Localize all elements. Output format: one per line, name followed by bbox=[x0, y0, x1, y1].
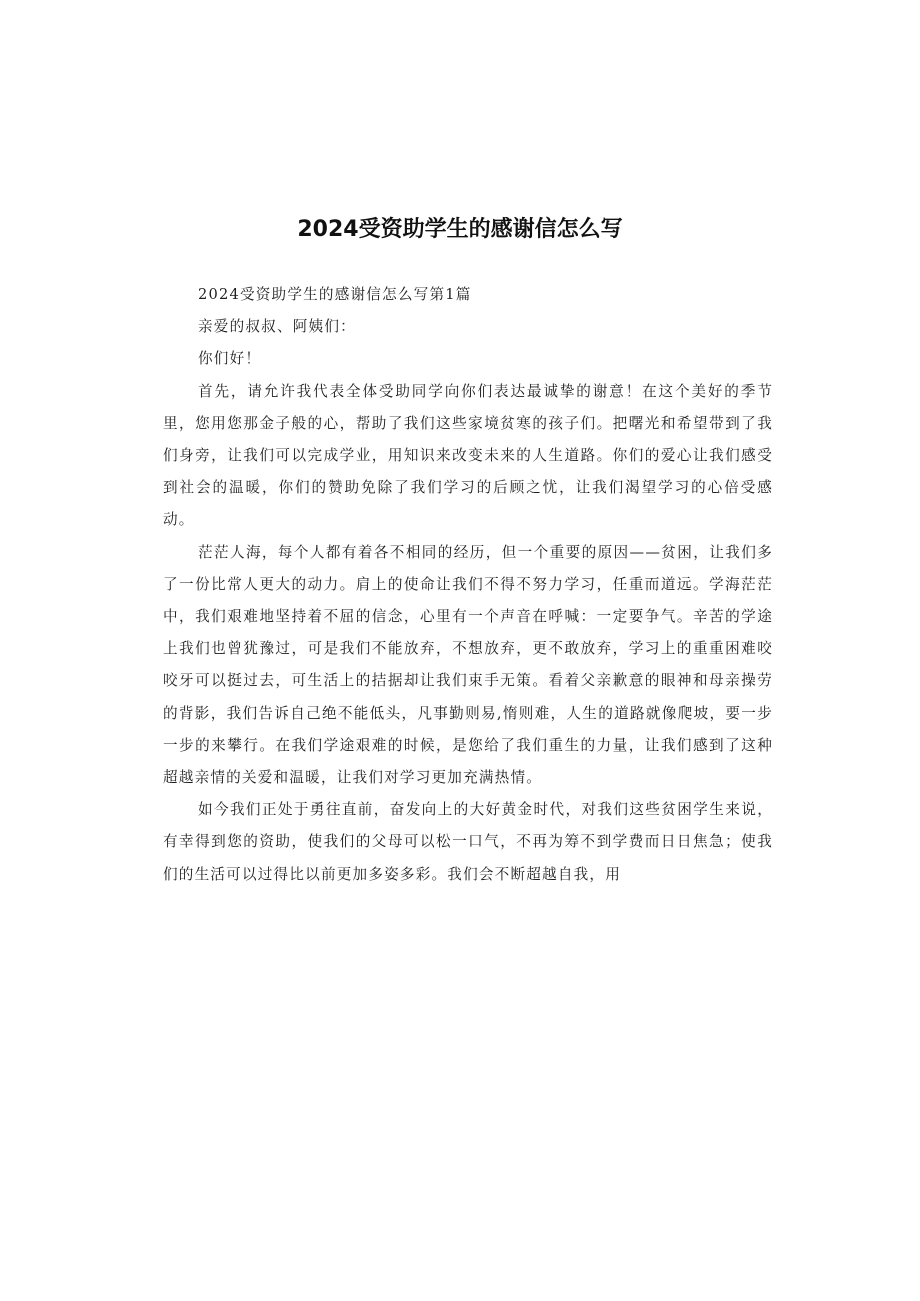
body-paragraph: 首先，请允许我代表全体受助同学向你们表达最诚挚的谢意！在这个美好的季节里，您用您那金子般的心，帮助了我们这些家境贫寒的孩子们。把曙光和希望带到了我们身旁，让我们可以完成学业，用知识来改变未来的人生道路。你们的爱心让我们感受到社会的温暖，你们的赞助免除了我们学习的后顾之忧，让我们渴望学习的心倍受感动。 bbox=[163, 382, 773, 529]
body-paragraph: 茫茫人海，每个人都有着各不相同的经历，但一个重要的原因——贫困，让我们多了一份比常人更大的动力。肩上的使命让我们不得不努力学习，任重而道远。学海茫茫中，我们艰难地坚持着不屈的信念，心里有一个声音在呼喊：一定要争气。辛苦的学途上我们也曾犹豫过，可是我们不能放弃，不想放弃，更不敢放弃，学习上的重重困难咬咬牙可以挺过去，可生活上的拮据却让我们束手无策。看着父亲歉意的眼神和母亲操劳的背影，我们告诉自己绝不能低头，凡事勤则易,惰则难，人生的道路就像爬坡，要一步一步的来攀行。在我们学途艰难的时候，是您给了我们重生的力量，让我们感到了这种超越亲情的关爱和温暖，让我们对学习更加充满热情。 bbox=[163, 543, 773, 787]
salutation: 亲爱的叔叔、阿姨们： bbox=[198, 318, 356, 336]
body-paragraph: 如今我们正处于勇往直前，奋发向上的大好黄金时代，对我们这些贫困学生来说，有幸得到您的资助，使我们的父母可以松一口气，不再为筹不到学费而日日焦急；使我们的生活可以过得比以前更加多姿多彩。我们会不断超越自我，用 bbox=[163, 801, 773, 883]
document-body bbox=[163, 279, 773, 891]
greeting: 你们好！ bbox=[198, 350, 262, 368]
document-title: 2024受资助学生的感谢信怎么写 bbox=[297, 217, 623, 242]
section-heading: 2024受资助学生的感谢信怎么写第1篇 bbox=[198, 286, 472, 303]
